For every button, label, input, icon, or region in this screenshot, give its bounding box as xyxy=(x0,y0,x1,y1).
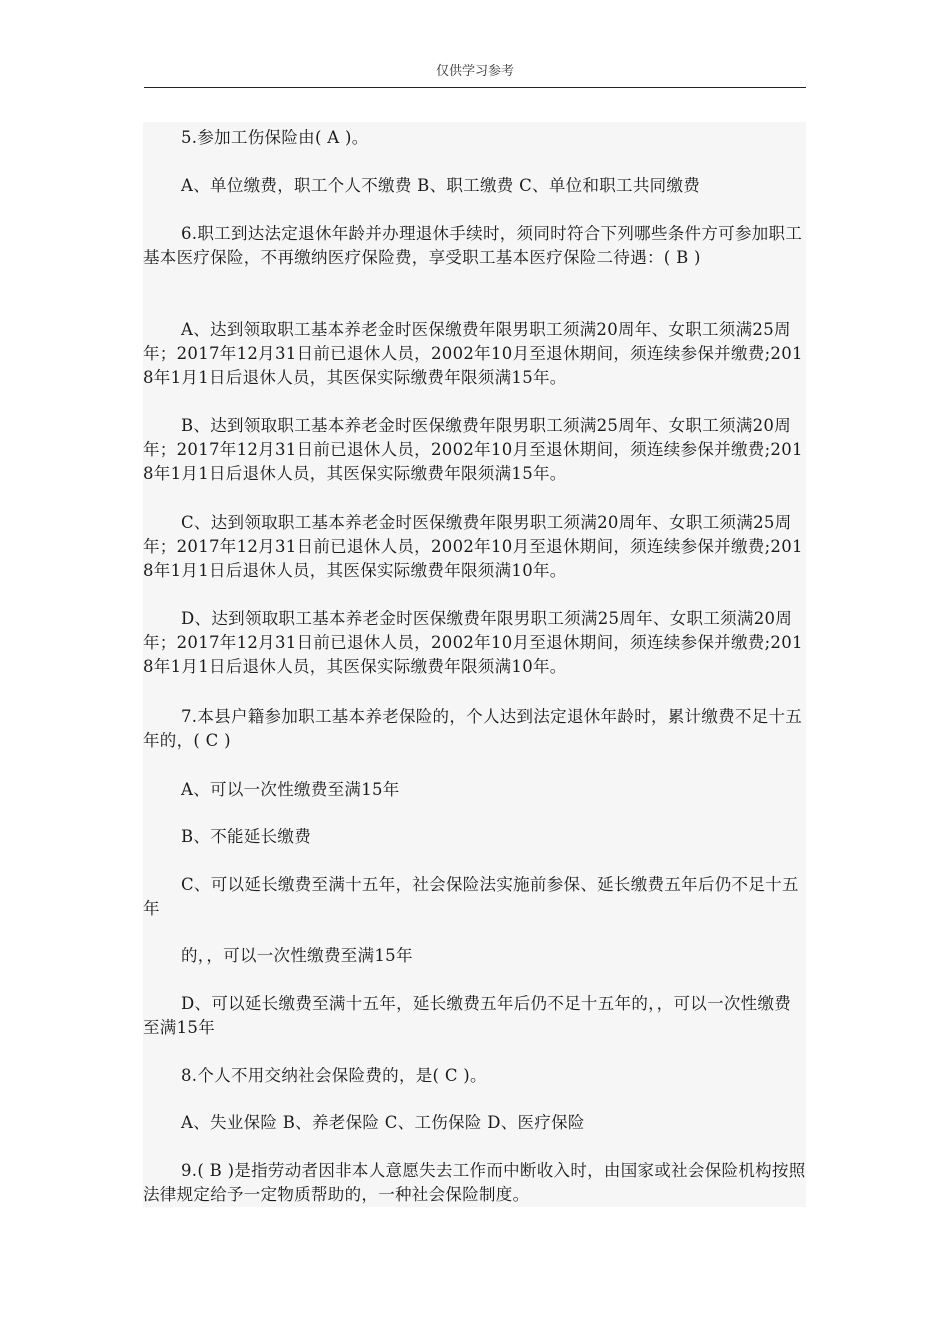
question-9: 9.( B )是指劳动者因非本人意愿失去工作而中断收入时，由国家或社会保险机构按照法律规定给予一定物质帮助的，一种社会保险制度。 xyxy=(143,1161,806,1204)
question-7-option-d: D、可以延长缴费至满十五年，延长缴费五年后仍不足十五年的，，可以一次性缴费至满15年 xyxy=(143,994,792,1037)
question-6-option-d: D、达到领取职工基本养老金时医保缴费年限男职工须满25周年、女职工须满20周年；2017年12月31日前已退休人员，2002年10月至退休期间，须连续参保并缴费;2018年1月1日后退休人员，其医保实际缴费年限须满10年。 xyxy=(143,609,803,676)
document-body xyxy=(143,122,806,1207)
question-6: 6.职工到达法定退休年龄并办理退休手续时，须同时符合下列哪些条件方可参加职工基本医疗保险，不再缴纳医疗保险费，享受职工基本医疗保险二待遇：( B ) xyxy=(143,224,803,267)
page-header: 仅供学习参考 xyxy=(144,60,806,88)
question-7-option-b: B、不能延长缴费 xyxy=(181,827,312,846)
question-7-option-c: C、可以延长缴费至满十五年，社会保险法实施前参保、延长缴费五年后仍不足十五年 xyxy=(143,875,799,918)
question-6-option-a: A、达到领取职工基本养老金时医保缴费年限男职工须满20周年、女职工须满25周年；2017年12月31日前已退休人员，2002年10月至退休期间，须连续参保并缴费;2018年1月1日后退休人员，其医保实际缴费年限须满15年。 xyxy=(143,320,803,387)
question-7: 7.本县户籍参加职工基本养老保险的，个人达到法定退休年龄时，累计缴费不足十五年的，( C ) xyxy=(143,707,803,750)
question-8: 8.个人不用交纳社会保险费的，是( C )。 xyxy=(181,1066,487,1085)
question-5-options: A、单位缴费，职工个人不缴费 B、职工缴费 C、单位和职工共同缴费 xyxy=(181,176,701,195)
question-6-option-b: B、达到领取职工基本养老金时医保缴费年限男职工须满25周年、女职工须满20周年；2017年12月31日前已退休人员，2002年10月至退休期间，须连续参保并缴费;2018年1月1日后退休人员，其医保实际缴费年限须满15年。 xyxy=(143,416,803,483)
question-6-option-c: C、达到领取职工基本养老金时医保缴费年限男职工须满20周年、女职工须满25周年；2017年12月31日前已退休人员，2002年10月至退休期间，须连续参保并缴费;2018年1月1日后退休人员，其医保实际缴费年限须满10年。 xyxy=(143,513,803,580)
question-8-options: A、失业保险 B、养老保险 C、工伤保险 D、医疗保险 xyxy=(181,1113,585,1132)
question-5: 5.参加工伤保险由( A )。 xyxy=(181,128,369,147)
question-7-option-c-continued: 的，，可以一次性缴费至满15年 xyxy=(181,946,413,965)
question-7-option-a: A、可以一次性缴费至满15年 xyxy=(181,780,400,799)
